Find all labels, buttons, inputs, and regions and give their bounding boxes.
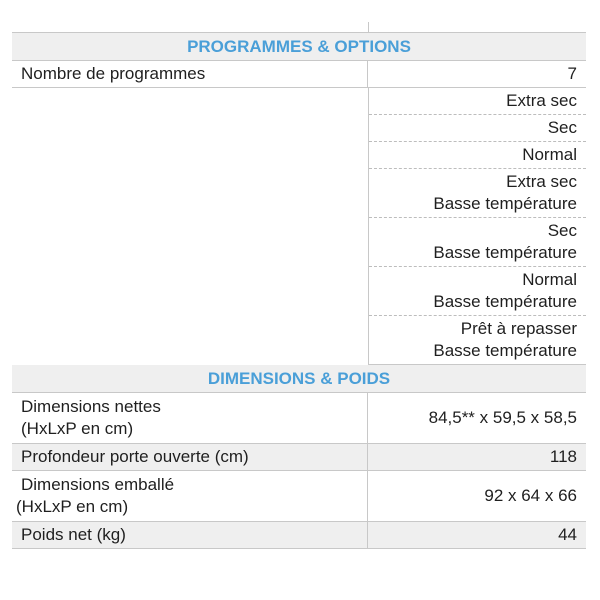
program-line: Prêt à repasser xyxy=(460,319,577,338)
column-divider xyxy=(368,22,369,32)
label-line: Dimensions nettes xyxy=(21,397,161,416)
packed-dimensions-value: 92 x 64 x 66 xyxy=(484,486,577,505)
label-line: Dimensions emballé xyxy=(21,475,175,494)
program-line: Sec xyxy=(547,221,577,240)
row-program-count xyxy=(12,61,586,88)
spec-sheet xyxy=(12,0,586,549)
program-item xyxy=(369,218,586,267)
program-line: Basse température xyxy=(433,243,577,262)
net-dimensions-label xyxy=(12,393,368,443)
net-dimensions-value: 84,5** x 59,5 x 58,5 xyxy=(428,408,577,427)
program-line: Normal xyxy=(522,270,577,289)
program-line: Extra sec xyxy=(506,172,577,191)
row-door-open-depth xyxy=(12,444,586,471)
packed-dimensions-label xyxy=(12,471,368,521)
program-line: Sec xyxy=(547,118,577,137)
row-packed-dimensions xyxy=(12,471,586,522)
program-item xyxy=(369,88,586,115)
program-item xyxy=(369,115,586,142)
program-line: Basse température xyxy=(433,194,577,213)
door-open-depth-value: 118 xyxy=(549,447,577,466)
program-line: Basse température xyxy=(433,341,577,360)
program-count-value: 7 xyxy=(567,64,577,83)
program-count-label: Nombre de programmes xyxy=(12,61,368,87)
program-list xyxy=(12,88,586,365)
cropped-previous-row xyxy=(12,0,586,33)
section-header-dimensions: DIMENSIONS & POIDS xyxy=(12,365,586,393)
program-item xyxy=(369,142,586,169)
net-weight-label: Poids net (kg) xyxy=(12,522,368,548)
row-net-weight xyxy=(12,522,586,549)
program-line: Basse température xyxy=(433,292,577,311)
program-item xyxy=(369,316,586,365)
door-open-depth-label: Profondeur porte ouverte (cm) xyxy=(12,444,368,470)
program-item xyxy=(369,267,586,316)
label-line: (HxLxP en cm) xyxy=(21,419,134,438)
net-weight-value: 44 xyxy=(558,525,577,544)
row-net-dimensions xyxy=(12,393,586,444)
program-line: Extra sec xyxy=(506,91,577,110)
program-item xyxy=(369,169,586,218)
program-line: Normal xyxy=(522,145,577,164)
program-list-empty-label xyxy=(12,88,369,365)
label-line: (HxLxP en cm) xyxy=(16,497,129,516)
program-values xyxy=(369,88,586,365)
section-header-programmes: PROGRAMMES & OPTIONS xyxy=(12,33,586,61)
